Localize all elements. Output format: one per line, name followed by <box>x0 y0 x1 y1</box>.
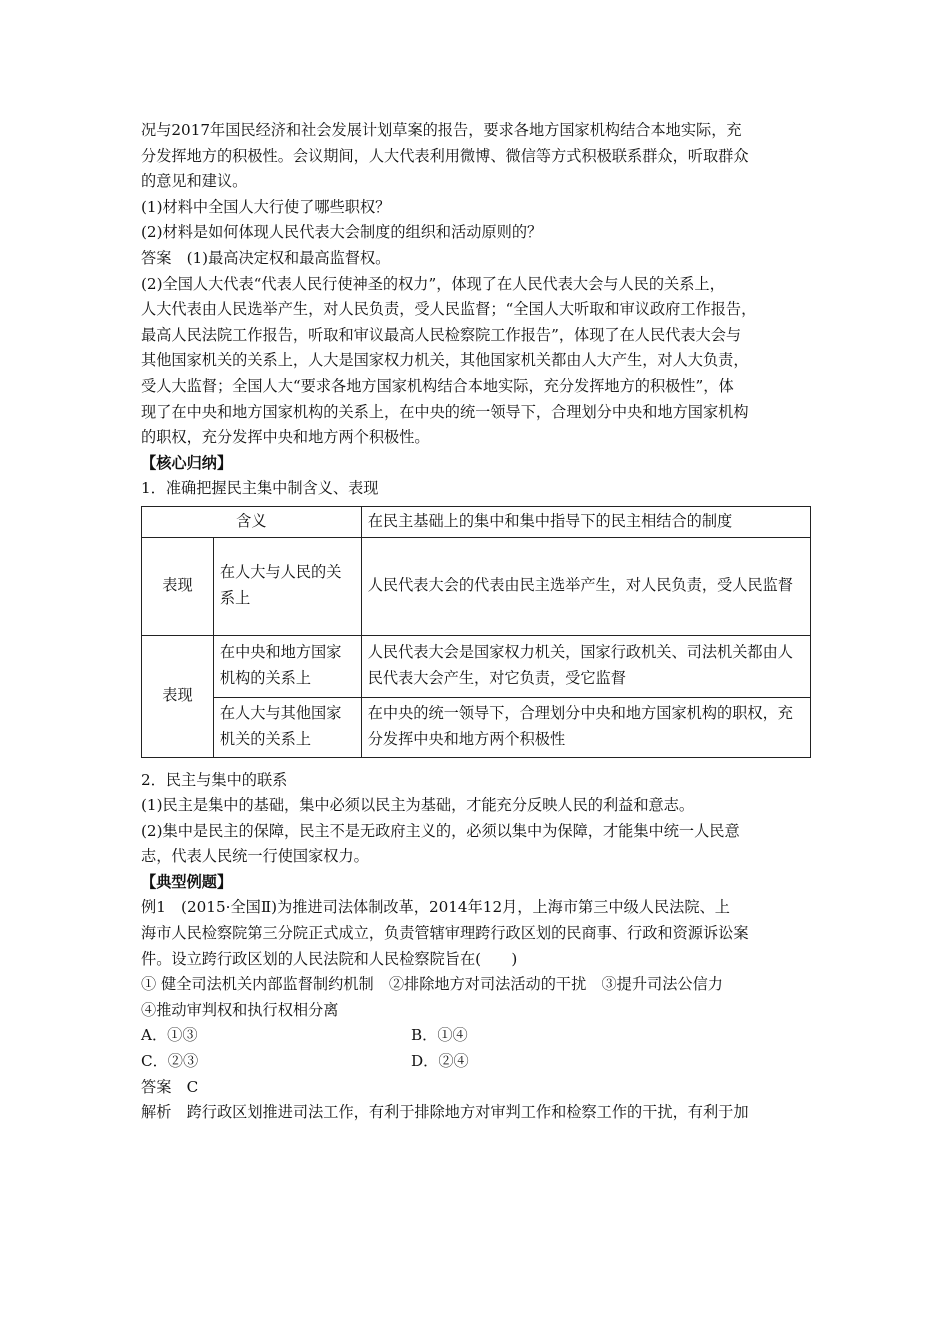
point-1-title: 1．准确把握民主集中制含义、表现 <box>141 479 379 498</box>
point-2-item-2: (2)集中是民主的保障，民主不是无政府主义的，必须以集中为保障，才能集中统一人民意 <box>141 821 740 840</box>
row2-value-a: 人民代表大会是国家权力机关，国家行政机关、司法机关都由人民代表大会产生，对它负责，受它监督 <box>361 635 810 697</box>
option-b: B．①④ <box>411 1026 468 1045</box>
row1-label: 表现 <box>142 537 214 635</box>
table-row <box>142 537 811 635</box>
question-2: (2)材料是如何体现人民代表大会制度的组织和活动原则的？ <box>141 223 543 242</box>
table-row <box>142 635 811 697</box>
statements-line-1: ① 健全司法机关内部监督制约机制 ②排除地方对司法活动的干扰 ③提升司法公信力 <box>141 975 723 994</box>
option-d: D．②④ <box>411 1052 469 1071</box>
intro-line-3: 的意见和建议。 <box>141 172 248 191</box>
row2-sub-a: 在中央和地方国家机构的关系上 <box>213 635 361 697</box>
answer-2-line-1: (2)全国人大代表“代表人民行使神圣的权力”，体现了在人民代表大会与人民的关系上， <box>141 274 725 293</box>
meaning-value: 在民主基础上的集中和集中指导下的民主相结合的制度 <box>361 506 810 537</box>
answer-2-line-4: 其他国家机关的关系上，人大是国家权力机关，其他国家机关都由人大产生，对人大负责， <box>141 351 749 370</box>
answer-2-line-3: 最高人民法院工作报告，听取和审议最高人民检察院工作报告”，体现了在人民代表大会与 <box>141 325 742 344</box>
example-line-1: 例1 (2015·全国Ⅱ)为推进司法体制改革，2014年12月，上海市第三中级人民法院、上 <box>141 898 730 917</box>
intro-line-2: 分发挥地方的积极性。会议期间，人大代表利用微博、微信等方式积极联系群众，听取群众 <box>141 146 749 165</box>
answer-2-line-7: 的职权，充分发挥中央和地方两个积极性。 <box>141 428 430 447</box>
row1-value: 人民代表大会的代表由民主选举产生，对人民负责，受人民监督 <box>361 537 810 635</box>
answer-1: 答案 (1)最高决定权和最高监督权。 <box>141 248 391 267</box>
question-1: (1)材料中全国人大行使了哪些职权？ <box>141 197 391 216</box>
summary-table <box>141 506 811 758</box>
row2-value-b: 在中央的统一领导下，合理划分中央和地方国家机构的职权，充分发挥中央和地方两个积极性 <box>361 697 810 757</box>
answer-2-line-5: 受人大监督；全国人大“要求各地方国家机构结合本地实际，充分发挥地方的积极性”，体 <box>141 376 734 395</box>
example-heading: 【典型例题】 <box>141 872 233 891</box>
core-heading: 【核心归纳】 <box>141 453 233 472</box>
options-row-2 <box>141 1049 811 1075</box>
option-a: A．①③ <box>141 1026 198 1045</box>
point-2-item-1: (1)民主是集中的基础，集中必须以民主为基础，才能充分反映人民的利益和意志。 <box>141 796 695 815</box>
answer-2-line-2: 人大代表由人民选举产生，对人民负责，受人民监督；“全国人大听取和审议政府工作报告， <box>141 300 757 319</box>
row2-sub-b: 在人大与其他国家机关的关系上 <box>213 697 361 757</box>
intro-line-1: 况与2017年国民经济和社会发展计划草案的报告，要求各地方国家机构结合本地实际，充 <box>141 121 742 139</box>
example-line-3: 件。设立跨行政区划的人民法院和人民检察院旨在( ) <box>141 949 518 968</box>
example-line-2: 海市人民检察院第三分院正式成立，负责管辖审理跨行政区划的民商事、行政和资源诉讼案 <box>141 924 749 943</box>
row1-sub: 在人大与人民的关系上 <box>213 537 361 635</box>
row2-label: 表现 <box>142 635 214 757</box>
statements-line-2: ④推动审判权和执行权相分离 <box>141 1000 339 1019</box>
option-c: C．②③ <box>141 1052 199 1071</box>
point-2-item-3: 志，代表人民统一行使国家权力。 <box>141 847 369 866</box>
point-2-title: 2．民主与集中的联系 <box>141 770 288 789</box>
meaning-label: 含义 <box>142 506 362 537</box>
table-row <box>142 697 811 757</box>
document-page <box>141 118 811 1126</box>
options-row-1 <box>141 1023 811 1049</box>
answer-2-line-6: 现了在中央和地方国家机构的关系上，在中央的统一领导下，合理划分中央和地方国家机构 <box>141 402 749 421</box>
example-answer: 答案 C <box>141 1077 199 1096</box>
analysis: 解析 跨行政区划推进司法工作，有利于排除地方对审判工作和检察工作的干扰，有利于加 <box>141 1103 749 1122</box>
table-row <box>142 506 811 537</box>
